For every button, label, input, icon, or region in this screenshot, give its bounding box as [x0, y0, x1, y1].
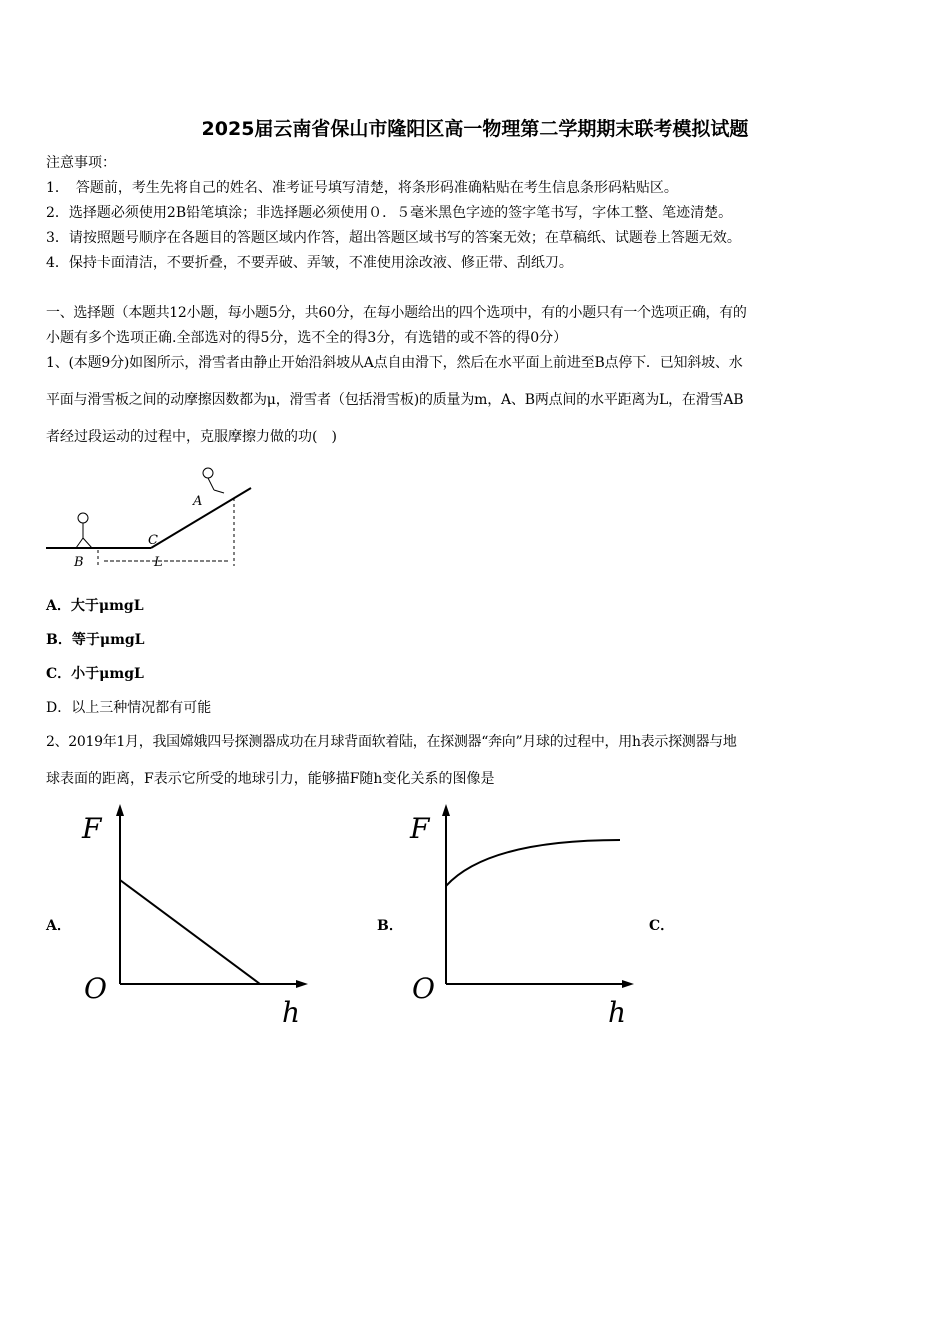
graph-option-b-label: B． [377, 918, 403, 934]
label-B: B [74, 555, 84, 570]
question-text: 者经过段运动的过程中，克服摩擦力做的功( ) [46, 429, 337, 445]
axis-label-f: F [82, 812, 102, 845]
label-L: L [154, 555, 163, 570]
section-heading: 小题有多个选项正确.全部选对的得5分，选不全的得3分，有选错的或不答的得0分） [46, 330, 568, 346]
option-d: D．以上三种情况都有可能 [46, 700, 212, 716]
option-c: C．小于μmgL [46, 666, 144, 682]
axis-label-f: F [410, 812, 430, 845]
axis-label-h: h [282, 996, 301, 1029]
axis-label-h: h [608, 996, 627, 1029]
section-heading: 一、选择题（本题共12小题，每小题5分，共60分，在每小题给出的四个选项中，有的小题只有一个选项正确，有的 [46, 305, 747, 321]
graph-b [408, 800, 638, 1030]
question-text: 1、(本题9分)如图所示，滑雪者由静止开始沿斜坡从A点自由滑下，然后在水平面上前进至B点停下．已知斜坡、水 [46, 355, 743, 371]
question-text: 平面与滑雪板之间的动摩擦因数都为μ，滑雪者（包括滑雪板)的质量为m，A、B两点间的水平距离为L，在滑雪AB [46, 392, 744, 408]
ski-slope-figure [46, 458, 261, 580]
origin-label: O [412, 972, 435, 1005]
question-text: 球表面的距离，F表示它所受的地球引力，能够描F随h变化关系的图像是 [46, 771, 495, 787]
option-a: A．大于μmgL [46, 598, 144, 614]
label-A: A [193, 494, 203, 509]
graph-option-a-label: A． [46, 918, 71, 934]
label-C: C [148, 533, 158, 548]
option-b: B．等于μmgL [46, 632, 145, 648]
notice-heading: 注意事项： [46, 155, 116, 171]
graph-a [80, 800, 310, 1030]
origin-label: O [84, 972, 107, 1005]
notice-item: 3．请按照题号顺序在各题目的答题区域内作答，超出答题区域书写的答案无效；在草稿纸、试题卷上答题无效。 [46, 230, 741, 246]
page-title: 2025届云南省保山市隆阳区高一物理第二学期期末联考模拟试题 [201, 118, 749, 140]
notice-item: 4．保持卡面清洁，不要折叠，不要弄破、弄皱，不准使用涂改液、修正带、刮纸刀。 [46, 255, 573, 271]
notice-item: 2．选择题必须使用2B铅笔填涂；非选择题必须使用０．５毫米黑色字迹的签字笔书写，字体工整、笔迹清楚。 [46, 205, 733, 221]
question-text: 2、2019年1月，我国嫦娥四号探测器成功在月球背面软着陆，在探测器“奔向”月球的过程中，用h表示探测器与地 [46, 734, 737, 750]
graph-option-c-label: C． [649, 918, 675, 934]
notice-item: 1． 答题前，考生先将自己的姓名、准考证号填写清楚，将条形码准确粘贴在考生信息条形码粘贴区。 [46, 180, 678, 196]
